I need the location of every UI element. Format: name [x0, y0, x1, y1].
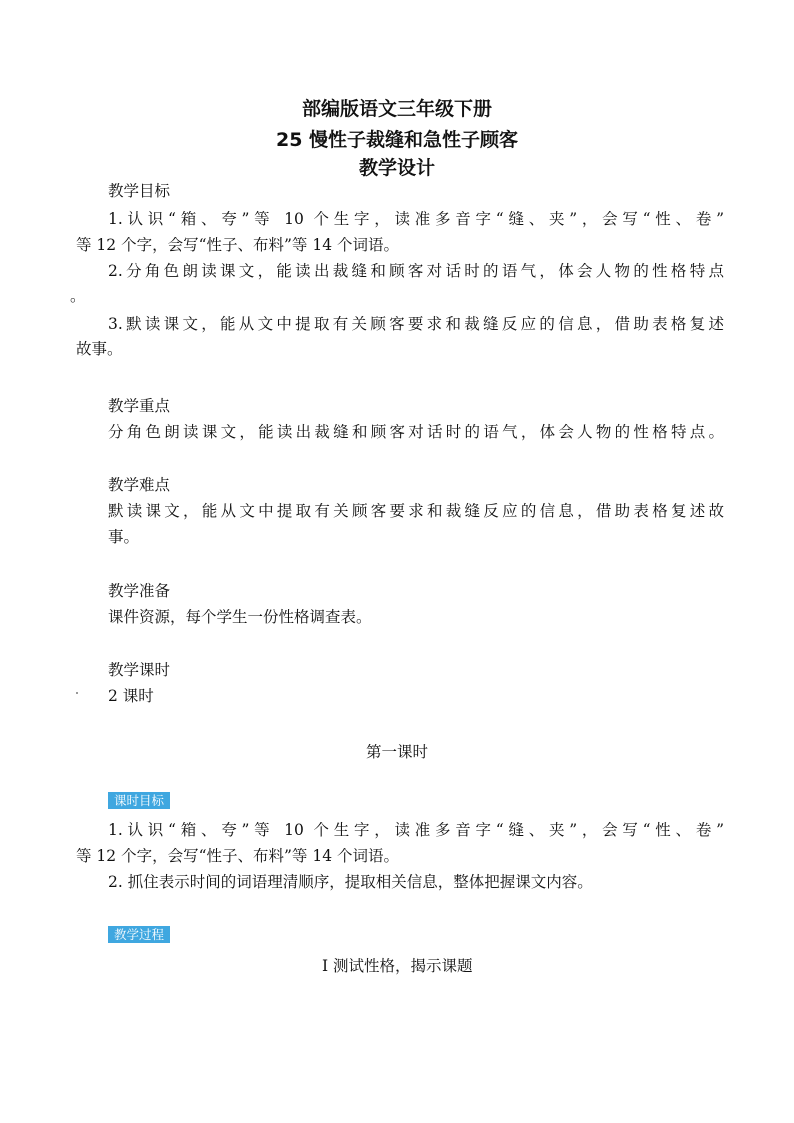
period-text: 2 课时	[108, 687, 154, 705]
doc-title-line1: 部编版语文三年级下册	[301, 98, 492, 120]
doc-title-line3: 教学设计	[358, 157, 435, 179]
lesson1-title: 第一课时	[365, 743, 428, 761]
goals-item1-line1: 1.认识“箱、夸”等 10 个生字，读准多音字“缝、夹”，会写“性、卷”	[108, 210, 724, 228]
lesson-goals-item1-line2: 等 12 个字，会写“性子、布料”等 14 个词语。	[76, 847, 400, 865]
focus-heading: 教学重点	[108, 397, 171, 415]
margin-mark	[76, 692, 78, 694]
prep-text: 课件资源，每个学生一份性格调查表。	[108, 608, 372, 626]
section1-heading: Ⅰ 测试性格，揭示课题	[322, 957, 473, 975]
difficulty-line2: 事。	[108, 528, 140, 546]
goals-item3-line2: 故事。	[76, 340, 123, 358]
difficulty-line1: 默读课文，能从文中提取有关顾客要求和裁缝反应的信息，借助表格复述故	[108, 502, 724, 520]
period-heading: 教学课时	[108, 661, 171, 679]
difficulty-heading: 教学难点	[108, 476, 171, 494]
goals-item2-line1: 2.分角色朗读课文，能读出裁缝和顾客对话时的语气，体会人物的性格特点	[108, 262, 724, 280]
goals-item2-line2: 。	[70, 287, 86, 305]
lesson-goals-tag: 课时目标	[108, 792, 170, 809]
lesson-goals-item1-line1: 1.认识“箱、夸”等 10 个生字，读准多音字“缝、夹”，会写“性、卷”	[108, 821, 724, 839]
lesson-goals-item2: 2. 抓住表示时间的词语理清顺序，提取相关信息，整体把握课文内容。	[108, 873, 593, 891]
doc-title-line2: 25 慢性子裁缝和急性子顾客	[275, 129, 519, 151]
prep-heading: 教学准备	[108, 582, 171, 600]
goals-item1-line2: 等 12 个字，会写“性子、布料”等 14 个词语。	[76, 236, 400, 254]
goals-heading: 教学目标	[108, 182, 171, 200]
focus-text: 分角色朗读课文，能读出裁缝和顾客对话时的语气，体会人物的性格特点。	[108, 423, 724, 441]
goals-item3-line1: 3.默读课文，能从文中提取有关顾客要求和裁缝反应的信息，借助表格复述	[108, 315, 724, 333]
teaching-process-tag: 教学过程	[108, 926, 170, 943]
